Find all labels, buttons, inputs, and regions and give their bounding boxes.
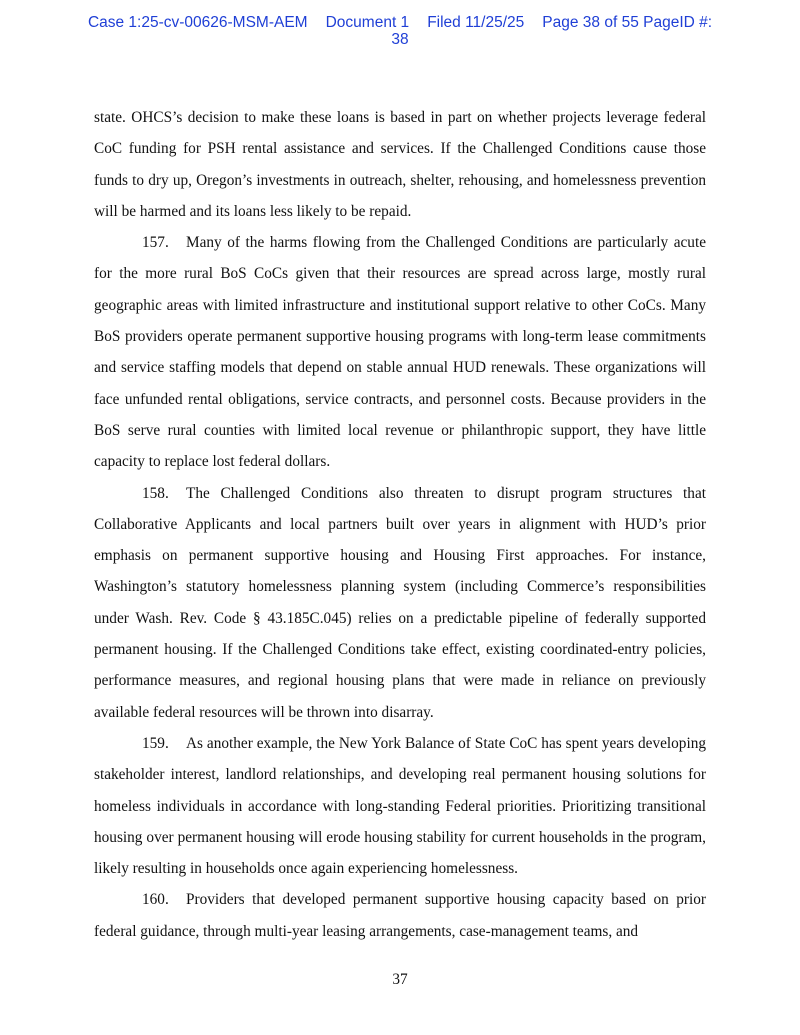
- paragraph-continuation: [94, 102, 706, 227]
- paragraph-text: As another example, the New York Balance of State CoC has spent years developing stakeholder interest, landlord relationships, and developing real permanent housing solutions for homeless individuals in accordance with long-standing Federal priorities. Prioritizing transitional housing over permanent housing will erode housing stability for current households in the program, likely resulting in households once again experiencing homelessness.: [94, 734, 706, 878]
- page-id: 38: [391, 31, 409, 48]
- paragraph-157: [94, 227, 706, 477]
- document-number: Document 1: [325, 14, 410, 31]
- page-number: 37: [392, 971, 408, 988]
- paragraph-159: [94, 728, 706, 884]
- page-info: Page 38 of 55 PageID #:: [542, 14, 713, 31]
- paragraph-text: state. OHCS’s decision to make these loans is based in part on whether projects leverage federal CoC funding for PSH rental assistance and services. If the Challenged Conditions cause those funds to dry up, Oregon’s investments in outreach, shelter, rehousing, and homelessness prevention will be harmed and its loans less likely to be repaid.: [94, 109, 706, 220]
- paragraph-160: [94, 884, 706, 947]
- document-body: [94, 102, 706, 947]
- ecf-header-line-1: [0, 14, 800, 31]
- paragraph-number: 157.: [142, 234, 169, 252]
- case-number: Case 1:25-cv-00626-MSM-AEM: [87, 14, 308, 31]
- paragraph-text: Many of the harms flowing from the Challenged Conditions are particularly acute for the more rural BoS CoCs given that their resources are spread across large, mostly rural geographic areas with limited infrastructure and institutional support relative to other CoCs. Many BoS providers operate permanent supportive housing programs with long-term lease commitments and service staffing models that depend on stable annual HUD renewals. These organizations will face unfunded rental obligations, service contracts, and personnel costs. Because providers in the BoS serve rural counties with limited local revenue or philanthropic support, they have little capacity to replace lost federal dollars.: [94, 234, 706, 471]
- ecf-filing-header: [0, 14, 800, 48]
- filed-date: Filed 11/25/25: [427, 14, 525, 31]
- paragraph-number: 160.: [142, 891, 169, 909]
- paragraph-number: 158.: [142, 484, 169, 502]
- paragraph-number: 159.: [142, 734, 169, 752]
- paragraph-text: Providers that developed permanent supportive housing capacity based on prior federal guidance, through multi-year leasing arrangements, case-management teams, and: [94, 891, 706, 940]
- paragraph-text: The Challenged Conditions also threaten to disrupt program structures that Collaborative Applicants and local partners built over years in alignment with HUD’s prior emphasis on permanent supportive housing and Housing First approaches. For instance, Washington’s statutory homelessness planning system (including Commerce’s responsibilities under Wash. Rev. Code § 43.185C.045) relies on a predictable pipeline of federally supported permanent housing. If the Challenged Conditions take effect, existing coordinated-entry policies, performance measures, and regional housing plans that were made in reliance on previously available federal resources will be thrown into disarray.: [94, 484, 706, 721]
- paragraph-158: [94, 478, 706, 728]
